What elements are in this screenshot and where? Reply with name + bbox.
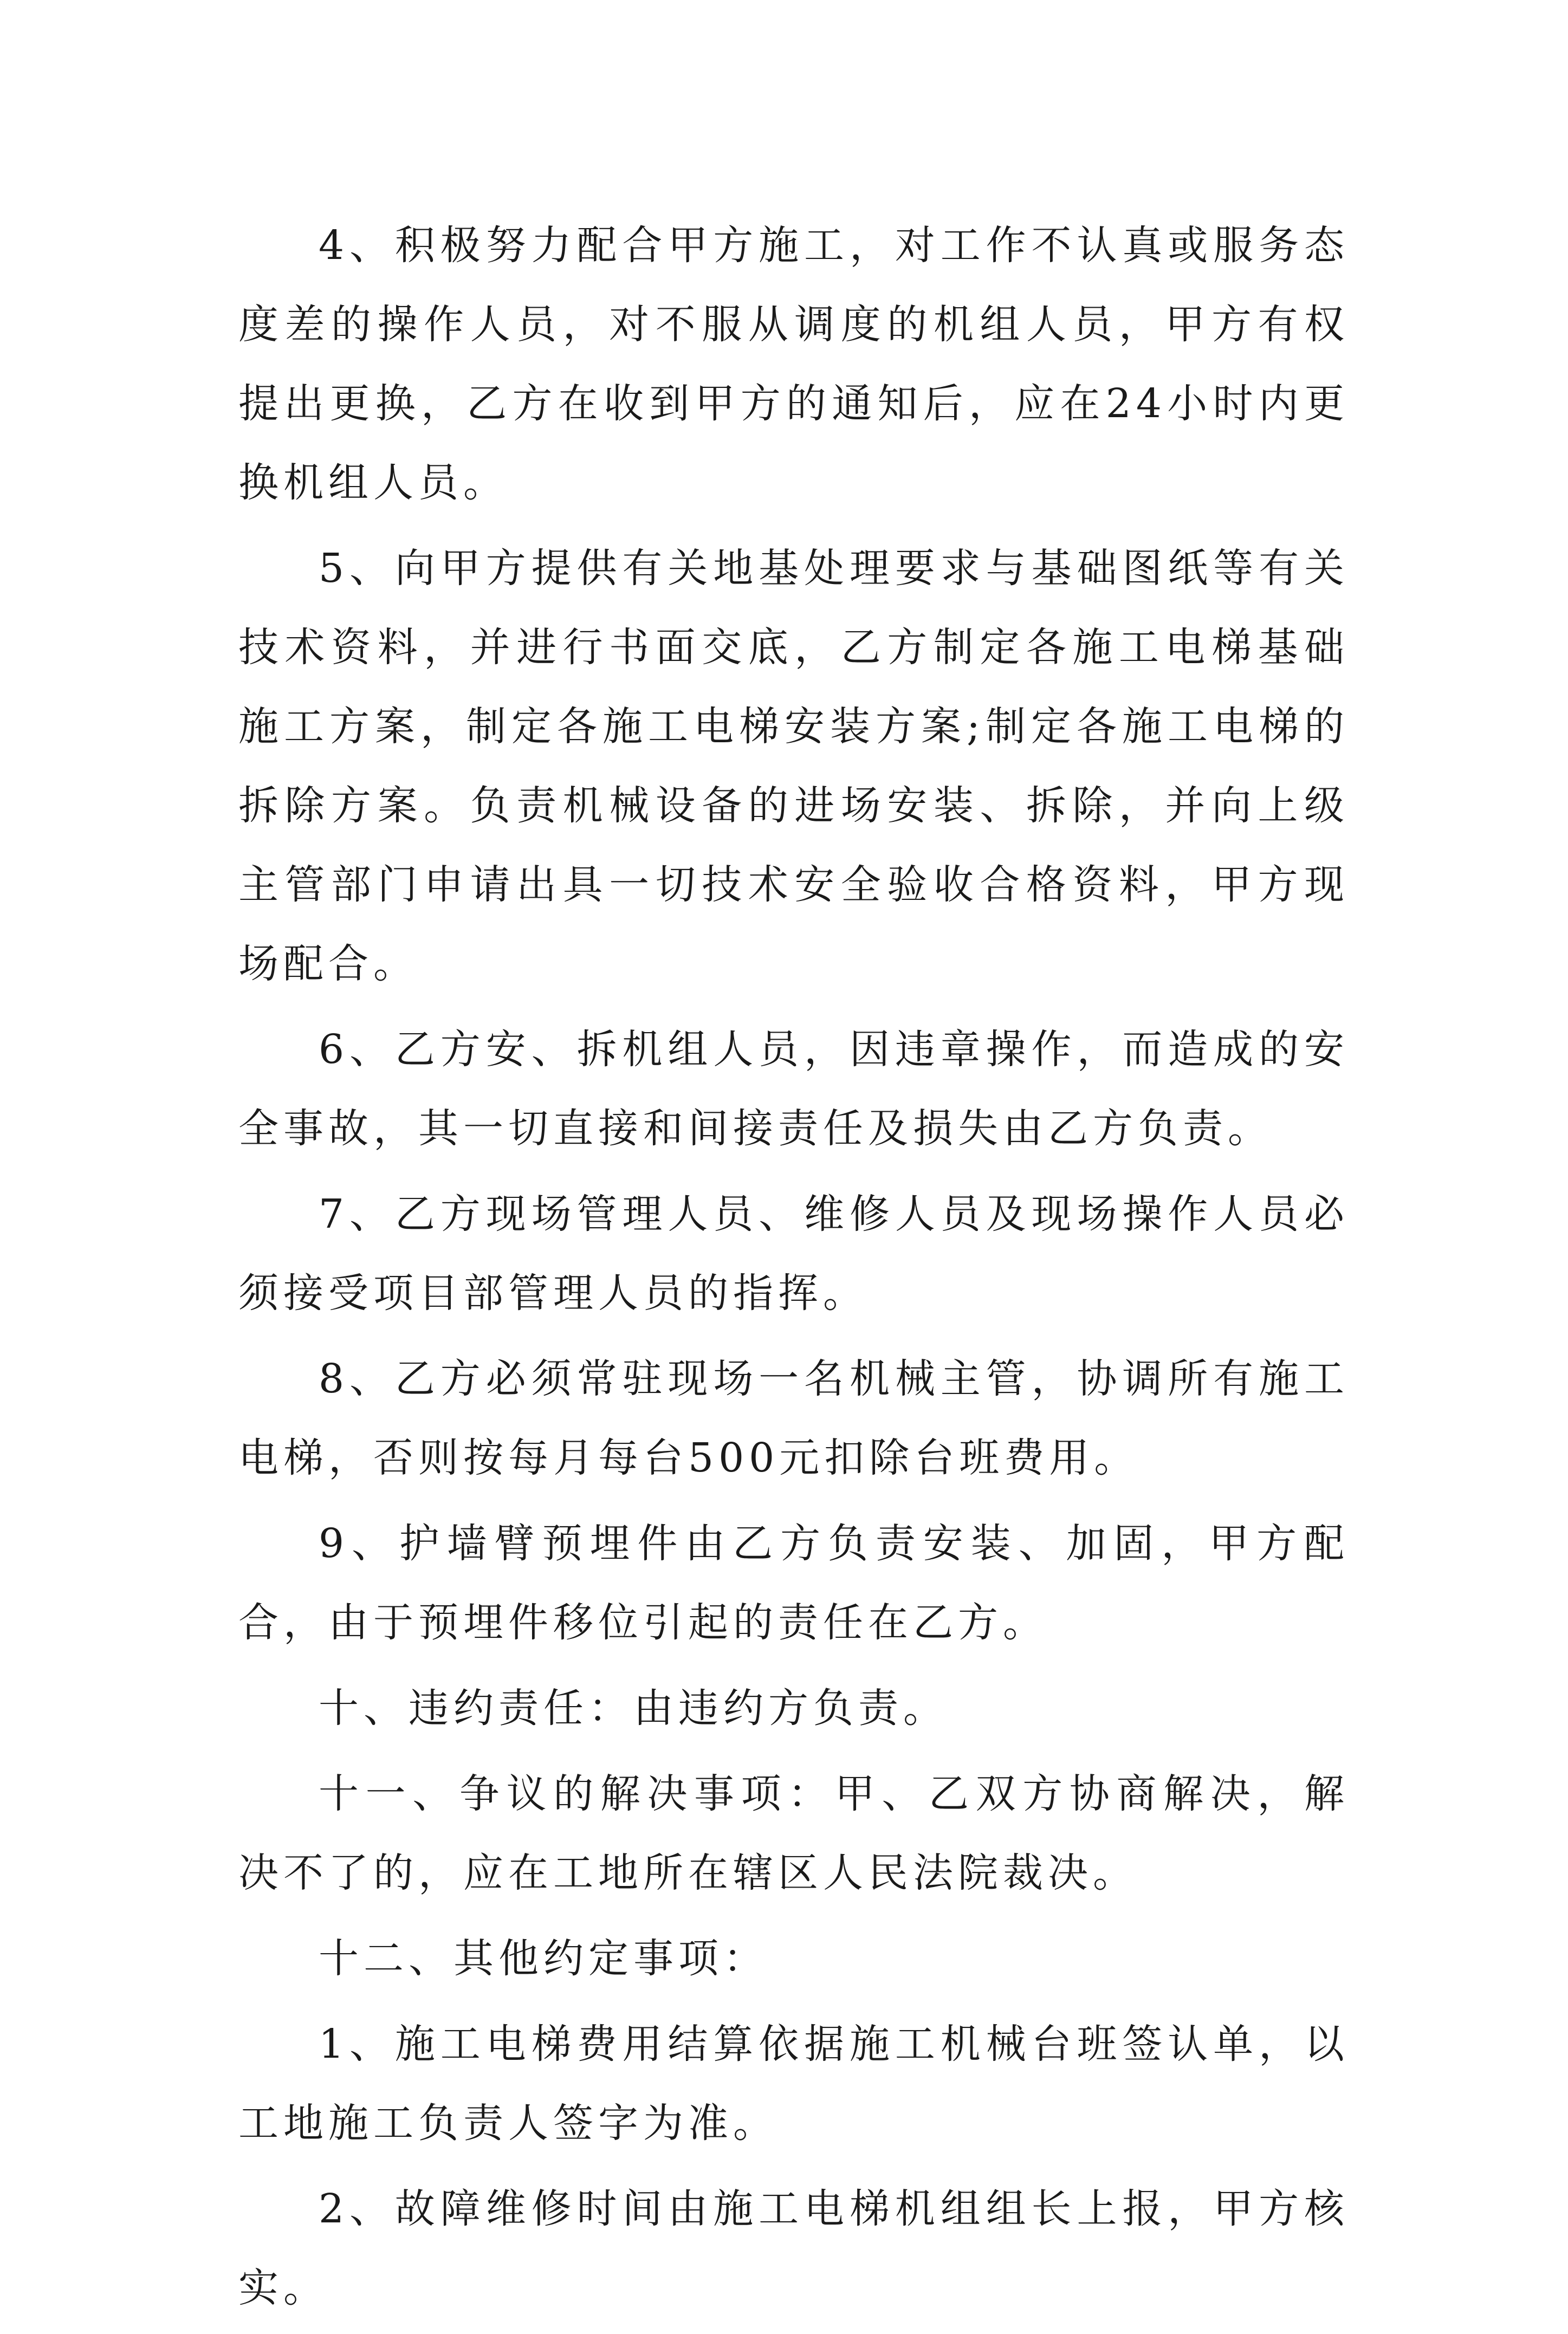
section-breach-liability: 十、违约责任：由违约方负责。 — [319, 1685, 948, 1732]
paragraph-item-7: 7、乙方现场管理人员、维修人员及现场操作人员必须接受项目部管理人员的指挥。 — [238, 1191, 1349, 1317]
section-dispute-resolution: 十一、争议的解决事项：甲、乙双方协商解决，解决不了的，应在工地所在辖区人民法院裁决。 — [238, 1771, 1349, 1896]
paragraph-item-5: 5、向甲方提供有关地基处理要求与基础图纸等有关技术资料，并进行书面交底，乙方制定各施工电梯基础施工方案，制定各施工电梯安装方案;制定各施工电梯的拆除方案。负责机械设备的进场安装、拆除，并向上级主管部门申请出具一切技术安全验收合格资料，甲方现场配合。 — [238, 545, 1349, 987]
paragraph-item-8: 8、乙方必须常驻现场一名机械主管，协调所有施工电梯，否则按每月每台500元扣除台班费用。 — [238, 1356, 1349, 1481]
paragraph-item-4: 4、积极努力配合甲方施工，对工作不认真或服务态度差的操作人员，对不服从调度的机组人员，甲方有权提出更换，乙方在收到甲方的通知后，应在24小时内更换机组人员。 — [238, 222, 1349, 506]
paragraph-item-6: 6、乙方安、拆机组人员，因违章操作，而造成的安全事故，其一切直接和间接责任及损失由乙方负责。 — [238, 1026, 1349, 1152]
section-other-terms: 十二、其他约定事项： — [319, 1935, 768, 1982]
paragraph-item-9: 9、护墙臂预埋件由乙方负责安装、加固，甲方配合，由于预埋件移位引起的责任在乙方。 — [238, 1520, 1349, 1646]
document-body — [238, 206, 1349, 2334]
paragraph-item-other-2: 2、故障维修时间由施工电梯机组组长上报，甲方核实。 — [238, 2186, 1349, 2311]
paragraph-item-other-1: 1、施工电梯费用结算依据施工机械台班签认单，以工地施工负责人签字为准。 — [238, 2021, 1349, 2147]
